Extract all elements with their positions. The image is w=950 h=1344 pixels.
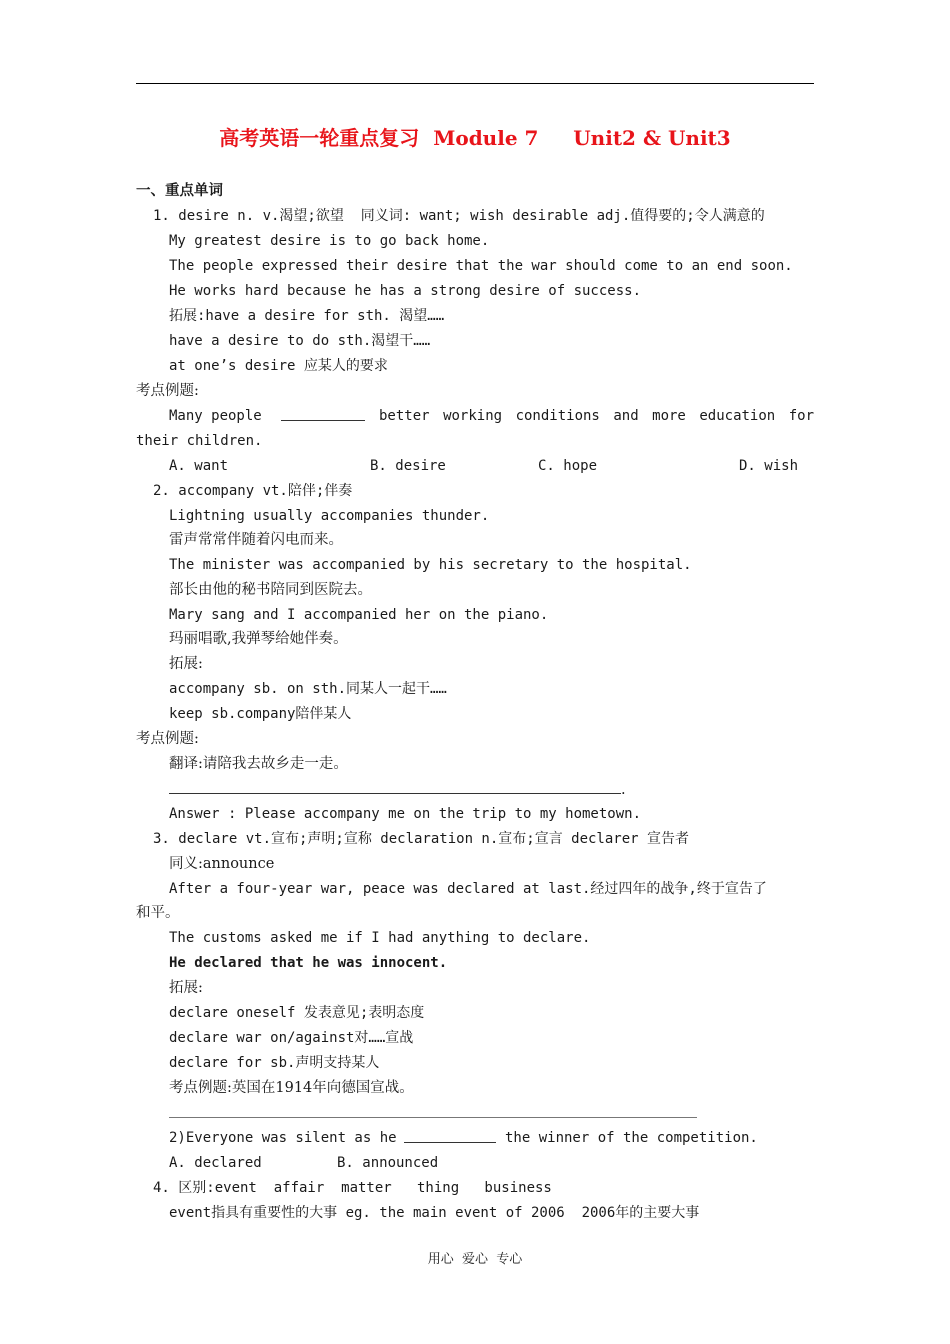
word1-question-part3: their children. bbox=[136, 433, 263, 449]
word1-extension1: 拓展:have a desire for sth. 渴望…… bbox=[169, 308, 445, 324]
word2-example2: The minister was accompanied by his secretary to the hospital. bbox=[169, 557, 692, 573]
word3-example3: He declared that he was innocent. bbox=[169, 955, 448, 971]
header-rule bbox=[136, 83, 814, 84]
word1-question-part1: Many people bbox=[169, 408, 262, 424]
word2-question: 翻译:请陪我去故乡走一走。 bbox=[169, 756, 348, 772]
word1-example1: My greatest desire is to go back home. bbox=[169, 233, 490, 249]
word2-extension1: accompany sb. on sth.同某人一起干…… bbox=[169, 681, 447, 697]
word2-extension-label: 拓展: bbox=[169, 656, 203, 672]
word1-option-b: B. desire bbox=[370, 458, 446, 474]
word3-heading: 3. declare vt.宣布;声明;宣称 declaration n.宣布;宣言 declarer 宣告者 bbox=[153, 831, 690, 847]
page-title: 高考英语一轮重点复习 Module 7 Unit2 & Unit3 bbox=[219, 126, 731, 150]
word1-question-part2: better working conditions and more education for bbox=[379, 408, 814, 424]
word3-extension1: declare oneself 发表意见;表明态度 bbox=[169, 1005, 425, 1021]
word3-extension-label: 拓展: bbox=[169, 980, 203, 996]
section-heading: 一、重点单词 bbox=[136, 182, 223, 199]
word3-option-b: B. announced bbox=[337, 1155, 439, 1171]
word2-heading: 2. accompany vt.陪伴;伴奏 bbox=[153, 483, 353, 499]
word1-example2: The people expressed their desire that the war should come to an end soon. bbox=[169, 258, 793, 274]
word3-extension2: declare war on/against对……宣战 bbox=[169, 1030, 414, 1046]
word3-example2: The customs asked me if I had anything to declare. bbox=[169, 930, 591, 946]
word1-extension3: at one’s desire 应某人的要求 bbox=[169, 358, 388, 374]
word1-heading: 1. desire n. v.渴望;欲望 同义词: want; wish desirable adj.值得要的;令人满意的 bbox=[153, 208, 765, 224]
word4-line1: event指具有重要性的大事 eg. the main event of 2006 2006年的主要大事 bbox=[169, 1205, 700, 1221]
word3-question2-part2: the winner of the competition. bbox=[505, 1130, 758, 1146]
word2-example3: Mary sang and I accompanied her on the piano. bbox=[169, 607, 549, 623]
word1-option-d: D. wish bbox=[739, 458, 799, 474]
word3-question2-blank bbox=[404, 1128, 496, 1149]
word3-option-a: A. declared bbox=[169, 1155, 262, 1171]
word2-translation2: 部长由他的秘书陪同到医院去。 bbox=[169, 582, 372, 598]
word3-question2-part1: 2)Everyone was silent as he bbox=[169, 1130, 397, 1146]
word3-exam-label: 考点例题:英国在1914年向德国宣战。 bbox=[169, 1080, 414, 1096]
word2-answer-blank: . bbox=[169, 779, 626, 800]
word4-heading: 4. 区别:event affair matter thing business bbox=[153, 1180, 552, 1196]
word3-extension3: declare for sb.声明支持某人 bbox=[169, 1055, 380, 1071]
word3-example1-cont: 和平。 bbox=[136, 905, 180, 921]
word2-translation1: 雷声常常伴随着闪电而来。 bbox=[169, 532, 343, 548]
word2-example1: Lightning usually accompanies thunder. bbox=[169, 508, 490, 524]
word2-extension2: keep sb.company陪伴某人 bbox=[169, 706, 352, 722]
word3-example1: After a four-year war, peace was declared at last.经过四年的战争,终于宣告了 bbox=[169, 881, 767, 897]
word1-option-a: A. want bbox=[169, 458, 229, 474]
word3-answer-blank bbox=[169, 1103, 697, 1124]
word2-translation3: 玛丽唱歌,我弹琴给她伴奏。 bbox=[169, 631, 348, 647]
word1-extension2: have a desire to do sth.渴望干…… bbox=[169, 333, 431, 349]
word1-question-blank bbox=[281, 406, 365, 427]
word1-example3: He works hard because he has a strong desire of success. bbox=[169, 283, 642, 299]
page-footer: 用心 爱心 专心 bbox=[427, 1252, 523, 1267]
word1-option-c: C. hope bbox=[538, 458, 598, 474]
word1-exam-label: 考点例题: bbox=[136, 383, 199, 399]
word2-exam-label: 考点例题: bbox=[136, 731, 199, 747]
word3-synonym: 同义:announce bbox=[169, 856, 275, 872]
word2-answer: Answer : Please accompany me on the trip to my hometown. bbox=[169, 806, 642, 822]
